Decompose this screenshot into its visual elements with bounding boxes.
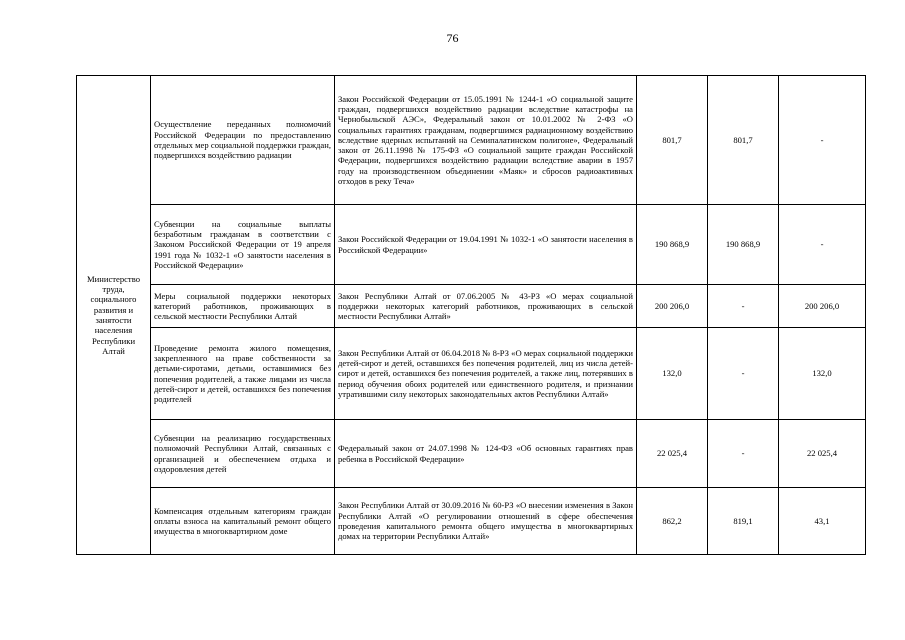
federal-amount-cell: - bbox=[708, 328, 779, 420]
total-amount-cell: 22 025,4 bbox=[637, 420, 708, 488]
measure-cell: Субвенции на социальные выплаты безработным гражданам в соответствии с Законом Российской Федерации от 19 апреля 1991 года № 1032-1 «О занятости населения в Российской Федерации» bbox=[151, 205, 335, 285]
federal-amount-cell: 190 868,9 bbox=[708, 205, 779, 285]
total-amount-cell: 862,2 bbox=[637, 488, 708, 555]
regional-amount-cell: - bbox=[779, 76, 866, 205]
total-amount-cell: 200 206,0 bbox=[637, 285, 708, 328]
regional-amount-cell: 200 206,0 bbox=[779, 285, 866, 328]
table-row bbox=[77, 76, 866, 205]
law-cell: Закон Республики Алтай от 07.06.2005 № 43-РЗ «О мерах социальной поддержки некоторых категорий работников, проживающих в сельской местности Республики Алтай» bbox=[335, 285, 637, 328]
regional-amount-cell: 132,0 bbox=[779, 328, 866, 420]
total-amount-cell: 132,0 bbox=[637, 328, 708, 420]
table-row bbox=[77, 420, 866, 488]
measure-cell: Меры социальной поддержки некоторых категорий работников, проживающих в сельской местности Республики Алтай bbox=[151, 285, 335, 328]
table-row bbox=[77, 285, 866, 328]
federal-amount-cell: 801,7 bbox=[708, 76, 779, 205]
law-cell: Закон Республики Алтай от 30.09.2016 № 60-РЗ «О внесении изменения в Закон Республики Алтай «О регулировании отношений в сфере обеспечения проведения капитального ремонта общего имущества в многоквартирных домах на территории Республики Алтай» bbox=[335, 488, 637, 555]
regional-amount-cell: - bbox=[779, 205, 866, 285]
federal-amount-cell: 819,1 bbox=[708, 488, 779, 555]
measure-cell: Осуществление переданных полномочий Российской Федерации по предоставлению отдельных мер социальной поддержки граждан, подвергшихся воздействию радиации bbox=[151, 76, 335, 205]
total-amount-cell: 801,7 bbox=[637, 76, 708, 205]
total-amount-cell: 190 868,9 bbox=[637, 205, 708, 285]
table-row bbox=[77, 488, 866, 555]
law-cell: Закон Российской Федерации от 15.05.1991 № 1244-1 «О социальной защите граждан, подвергшихся воздействию радиации вследствие катастрофы на Чернобыльской АЭС», Федеральный закон от 10.01.2002 № 2-ФЗ «О социальных гарантиях гражданам, подвергшимся радиационному воздействию вследствие ядерных испытаний на Семипалатинском полигоне», Федеральный закон от 26.11.1998 № 175-ФЗ «О социальной защите граждан Российской Федерации, подвергшихся воздействию радиации вследствие аварии в 1957 году на производственном объединении «Маяк» и сбросов радиоактивных отходов в реку Теча» bbox=[335, 76, 637, 205]
page-number: 76 bbox=[446, 31, 459, 45]
law-cell: Федеральный закон от 24.07.1998 № 124-ФЗ «Об основных гарантиях прав ребенка в Российской Федерации» bbox=[335, 420, 637, 488]
federal-amount-cell: - bbox=[708, 285, 779, 328]
table-row bbox=[77, 205, 866, 285]
law-cell: Закон Российской Федерации от 19.04.1991 № 1032-1 «О занятости населения в Российской Федерации» bbox=[335, 205, 637, 285]
budget-table bbox=[76, 75, 866, 555]
regional-amount-cell: 43,1 bbox=[779, 488, 866, 555]
measure-cell: Субвенции на реализацию государственных полномочий Республики Алтай, связанных с организацией и обеспечением отдыха и оздоровления детей bbox=[151, 420, 335, 488]
measure-cell: Компенсация отдельным категориям граждан оплаты взноса на капитальный ремонт общего имущества в многоквартирном доме bbox=[151, 488, 335, 555]
measure-cell: Проведение ремонта жилого помещения, закрепленного на праве собственности за детьми-сиротами, детьми, оставшимися без попечения родителей, а также лицами из числа детей-сирот и детей, оставшихся без попечения родителей bbox=[151, 328, 335, 420]
ministry-cell: Министерство труда, социального развития и занятости населения Республики Алтай bbox=[77, 76, 151, 555]
law-cell: Закон Республики Алтай от 06.04.2018 № 8-РЗ «О мерах социальной поддержки детей-сирот и детей, оставшихся без попечения родителей, лиц из числа детей-сирот и детей, оставшихся без попечения родителей, а также лиц, потерявших в период обучения обоих родителей или единственного родителя, и признании утратившими силу некоторых законодательных актов Республики Алтай» bbox=[335, 328, 637, 420]
federal-amount-cell: - bbox=[708, 420, 779, 488]
regional-amount-cell: 22 025,4 bbox=[779, 420, 866, 488]
table-row bbox=[77, 328, 866, 420]
